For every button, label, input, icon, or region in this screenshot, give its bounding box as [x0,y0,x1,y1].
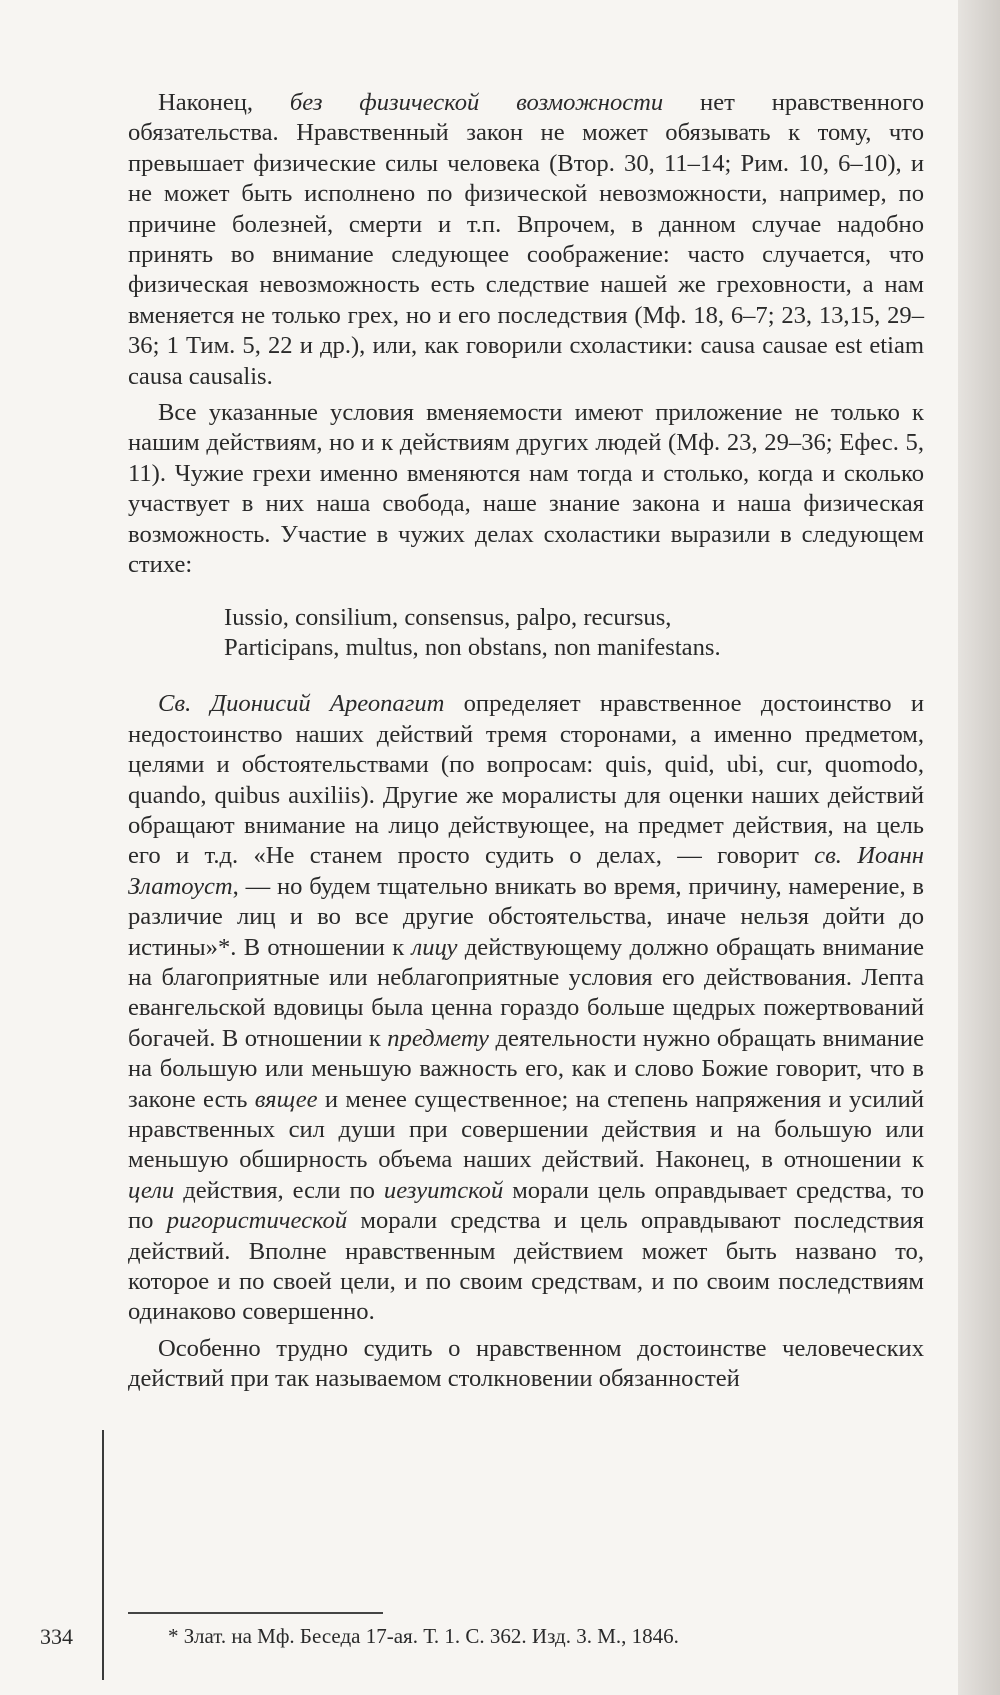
text-run: Особенно трудно судить о нравственном достоинстве человеческих действий при так называемом столкновении обязанностей [128,1334,924,1393]
paragraphs-block-2 [128,689,924,1394]
italic-text: св. Иоанн Златоуст [128,842,924,900]
margin-bar [102,1430,104,1680]
body-text [128,88,924,1395]
italic-text: цели [128,1176,175,1204]
text-run: и менее существенное; на степень напряжения и усилий нравственных сил души при совершении действия и на большую или меньшую обширность объема наших действий. Наконец, в отношении к [128,1085,924,1174]
text-run: , — но будем тщательно вникать во время, причину, намерение, в различие лиц и во все другие обстоятельства, иначе нельзя дойти до истины»*. В отношении к [128,872,924,961]
text-run: морали цель оправдывает средства, то по [128,1176,924,1235]
italic-text: без физической возможности [289,89,664,116]
italic-text: лицу [411,933,458,961]
italic-text: ригористической [166,1207,348,1235]
page-number: 334 [40,1624,73,1649]
paragraph [128,689,924,1328]
italic-text: иезуитской [383,1176,504,1204]
text-run: Наконец, [158,89,290,116]
text-run: действия, если по [174,1176,384,1204]
paragraph [128,1334,924,1395]
text-run: деятельности нужно обращать внимание на большую или меньшую важность его, как и слово Божие говорит, что в законе есть [128,1024,924,1113]
italic-text: предмету [387,1024,489,1052]
text-run: нет нравственного обязательства. Нравственный закон не может обязывать к тому, что превышает физические силы человека (Втор. 30, 11–14; Рим. 10, 6–10), и не может быть исполнено по физической невозможности, например, по причине болезней, смерти и т.п. Впрочем, в данном случае надобно принять во внимание следующее соображение: часто случается, что физическая невозможность есть следствие нашей же греховности, а нам вменяется не только грех, но и его последствия (Мф. 18, 6–7; 23, 13,15, 29–36; 1 Тим. 5, 22 и др.), или, как говорили схоластики: causa causae est etiam causa causalis. [128,89,924,390]
paragraph [128,398,924,580]
footnote: * Злат. на Мф. Беседа 17-ая. Т. 1. С. 362. Изд. 3. М., 1846. [168,1624,679,1648]
italic-text: Св. Дионисий Ареопагит [158,690,445,718]
verse-line: Iussio, consilium, consensus, palpo, recursus, [224,603,672,631]
footnote-rule [128,1612,383,1614]
italic-text: вящее [254,1085,318,1113]
page-edge [958,0,1000,1695]
text-run: морали средства и цель оправдывают последствия действий. Вполне нравственным действием может быть названо то, которое и по своей цели, и по своим средствам, и по своим последствиям одинаково совершенно. [128,1207,924,1326]
text-run: Все указанные условия вменяемости имеют приложение не только к нашим действиям, но и к действиям других людей (Мф. 23, 29–36; Ефес. 5, 11). Чужие грехи именно вменяются нам тогда и столько, когда и сколько участвует в них наша свобода, наше знание закона и наша физическая возможность. Участие в чужих делах схоластики выразили в следующем стихе: [128,399,924,579]
paragraphs-block-1 [128,88,924,581]
verse-line: Participans, multus, non obstans, non manifestans. [224,633,721,661]
latin-verse [224,603,924,664]
text-run: действующему должно обращать внимание на благоприятные или неблагоприятные условия его действования. Лепта евангельской вдовицы была ценна гораздо больше щедрых пожертвований богачей. В отношении к [128,933,924,1052]
text-run: определяет нравственное достоинство и недостоинство наших действий тремя сторонами, а именно предметом, целями и обстоятельствами (по вопросам: quis, quid, ubi, cur, quomodo, quando, quibus auxiliis). Другие же моралисты для оценки наших действий обращают внимание на лицо действующее, на предмет действия, на цель его и т.д. «Не станем просто судить о делах, — говорит [128,690,924,870]
paragraph [128,88,924,392]
